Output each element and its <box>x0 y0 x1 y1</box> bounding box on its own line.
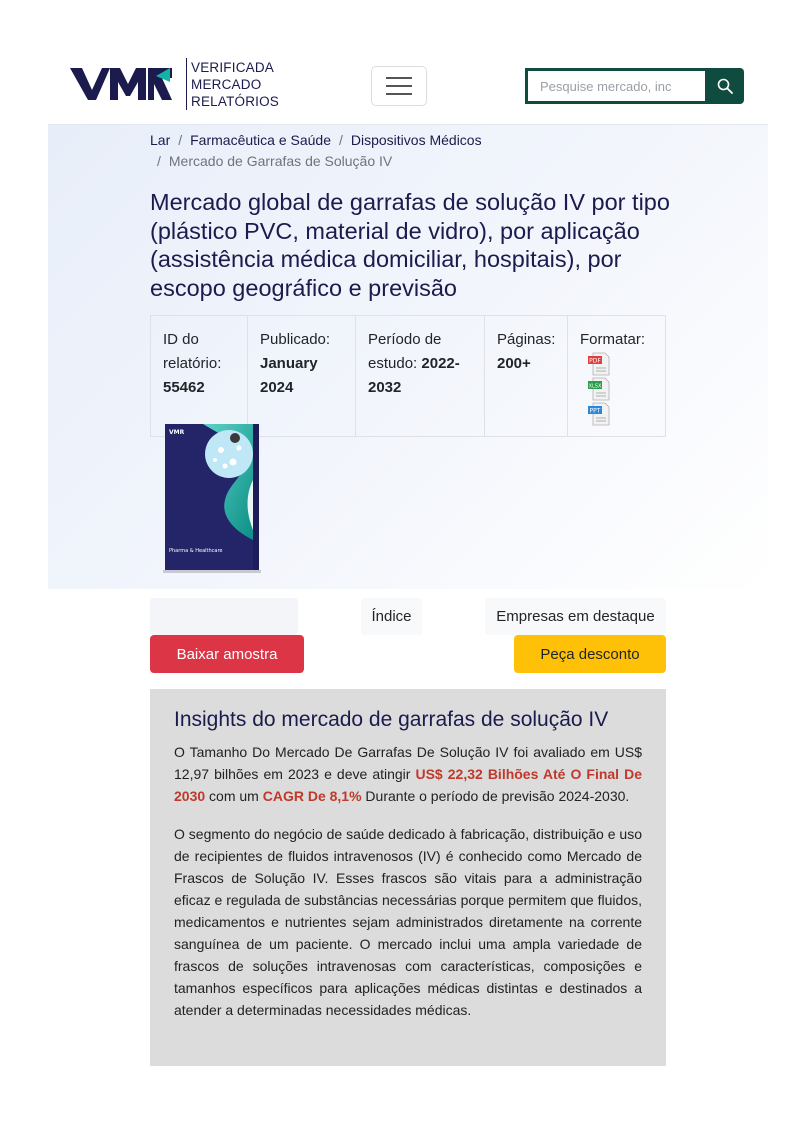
insights-p1-highlight-value: US$ 22,32 Bilhões Até O Final De 2030 <box>174 766 642 804</box>
insights-paragraph-2: O segmento do negócio de saúde dedicado à fabricação, distribuição e uso de recipientes de fluidos intravenosos (IV) é conhecido como Mercado de Frascos de Solução IV. Esses frascos são vitais para a administração eficaz e regulada de substâncias necessárias porque permitem que fluidos, medicamentos e nutrientes sejam administrados diretamente na corrente sanguínea de um paciente. O mercado inclui uma ampla variedade de frascos de soluções intravenosas com características, composições e tamanhos específicos para aplicações médicas distintas e destinados a atender a determinadas necessidades médicas. <box>174 826 642 1018</box>
meta-report-id-value: 55462 <box>163 379 205 396</box>
meta-pages <box>485 316 568 436</box>
search-button[interactable] <box>705 68 744 104</box>
breadcrumb-pharma-link[interactable]: Farmacêutica e Saúde <box>190 132 331 148</box>
logo-divider <box>186 58 187 110</box>
breadcrumb-separator: / <box>338 132 343 148</box>
hamburger-icon-bar <box>386 93 412 95</box>
logo-text <box>191 59 279 110</box>
hamburger-icon-bar <box>386 85 412 87</box>
meta-pages-label: Páginas: <box>497 331 556 348</box>
meta-pages-value: 200+ <box>497 355 531 372</box>
hamburger-icon-bar <box>386 77 412 79</box>
meta-period-value: 2022-2032 <box>368 355 460 396</box>
meta-published-label: Publicado: <box>260 331 331 348</box>
site-logo[interactable] <box>70 58 279 110</box>
meta-report-id <box>151 316 248 436</box>
request-discount-button[interactable]: Peça desconto <box>514 635 666 673</box>
logo-line-1: VERIFICADA <box>191 59 275 75</box>
logo-line-2: MERCADO <box>191 76 262 92</box>
search-icon <box>717 78 733 94</box>
meta-period-label: Período de estudo: <box>368 331 442 372</box>
search-input[interactable] <box>525 68 706 104</box>
breadcrumb-current: Mercado de Garrafas de Solução IV <box>168 153 393 169</box>
meta-format-label: Formatar: <box>580 331 646 348</box>
tab-index[interactable]: Índice <box>361 598 422 635</box>
insights-heading: Insights do mercado de garrafas de solução IV <box>174 708 609 731</box>
insights-p1-text-a: O Tamanho Do Mercado De Garrafas De Solução IV foi avaliado em US$ 12,97 bilhões em 2023 e deve atingir <box>174 744 642 782</box>
pdf-file-icon[interactable] <box>586 352 612 376</box>
book-category: Pharma & Healthcare <box>169 548 223 554</box>
insights-p1-text-b: com um <box>205 788 263 804</box>
vmr-logo-icon <box>70 64 174 104</box>
report-cover-image <box>163 420 261 574</box>
breadcrumb-home-link[interactable]: Lar <box>150 132 171 148</box>
pdf-icon-label: PDF <box>589 357 601 365</box>
book-brand: VMR <box>169 429 185 436</box>
meta-period <box>356 316 485 436</box>
market-insights-card <box>150 689 666 1066</box>
xlsx-icon-label: XLSX <box>588 383 602 390</box>
tab-featured-companies[interactable]: Empresas em destaque <box>485 598 666 635</box>
xlsx-file-icon[interactable] <box>586 377 612 401</box>
breadcrumb-separator: / <box>157 153 161 169</box>
insights-p1-highlight-cagr: CAGR De 8,1% <box>262 788 362 804</box>
meta-published-value: January 2024 <box>260 355 318 396</box>
insights-p1-text-c: Durante o período de previsão 2024-2030. <box>361 788 630 804</box>
report-meta-table <box>150 315 666 437</box>
ppt-file-icon[interactable] <box>586 402 612 426</box>
logo-line-3: RELATÓRIOS <box>191 93 280 109</box>
tab-executive-summary[interactable]: Sumário executivo <box>150 598 298 635</box>
breadcrumb <box>150 130 670 172</box>
menu-toggle-button[interactable] <box>371 66 427 106</box>
breadcrumb-separator: / <box>178 132 183 148</box>
meta-report-id-label: ID do relatório: <box>163 331 222 372</box>
meta-format <box>568 316 665 436</box>
search-placeholder: Pesquise mercado, inc <box>540 78 672 94</box>
breadcrumb-devices-link[interactable]: Dispositivos Médicos <box>350 132 482 148</box>
meta-published <box>248 316 356 436</box>
site-header <box>0 0 793 124</box>
download-sample-button[interactable]: Baixar amostra <box>150 635 304 673</box>
page-title: Mercado global de garrafas de solução IV por tipo (plástico PVC, material de vidro), por aplicação (assistência médica domiciliar, hospitais), por escopo geográfico e previsão <box>150 189 670 301</box>
insights-paragraph-1 <box>174 741 642 807</box>
ppt-icon-label: PPT <box>589 407 601 415</box>
format-icons <box>586 352 653 426</box>
